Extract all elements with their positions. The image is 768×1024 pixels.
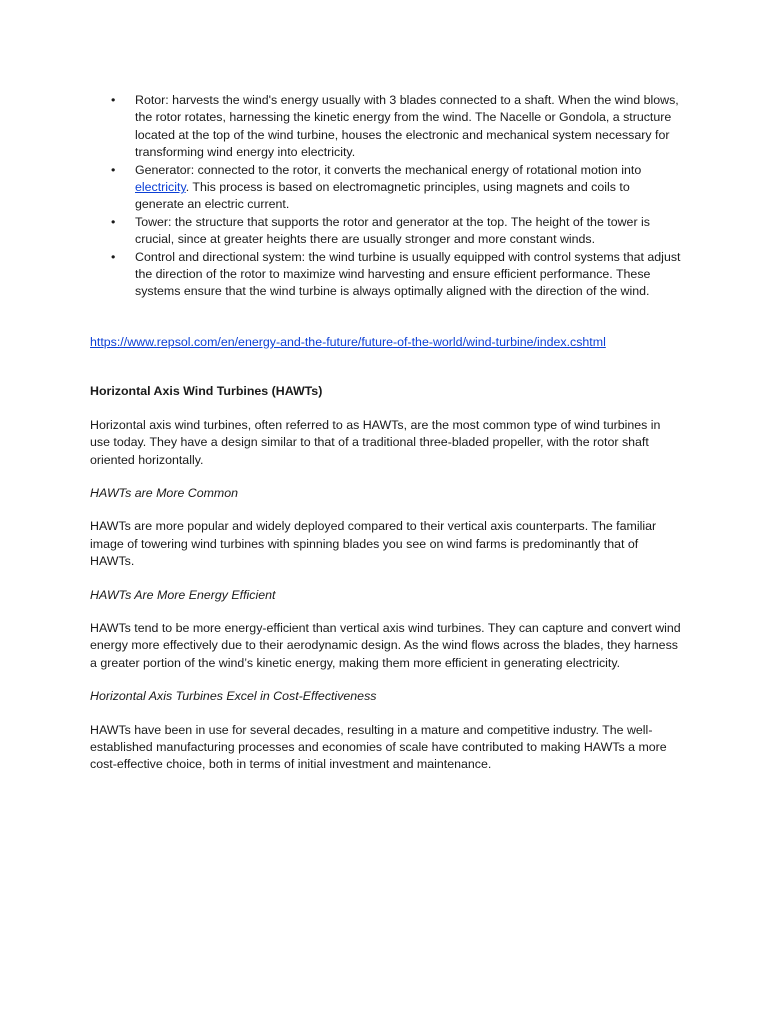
- document-body: [90, 92, 682, 774]
- bullet-icon: •: [111, 93, 116, 107]
- bullet-icon: •: [111, 249, 116, 264]
- section-heading: Horizontal Axis Wind Turbines (HAWTs): [90, 384, 323, 399]
- list-item-text: Control and directional system: the wind turbine is usually equipped with control systems that adjust the direction of the rotor to maximize wind harvesting and ensure efficient performance. These systems ensure that the wind turbine is always optimally aligned with the direction of the wind.: [135, 249, 681, 299]
- subsection-title-cost: Horizontal Axis Turbines Excel in Cost-Effectiveness: [90, 689, 377, 704]
- subsection-body-common: HAWTs are more popular and widely deployed compared to their vertical axis counterparts. The familiar image of towering wind turbines with spinning blades you see on wind farms is predominantly that of HAWTs.: [90, 519, 657, 569]
- electricity-link[interactable]: electricity: [135, 180, 186, 195]
- subsection-body-cost: HAWTs have been in use for several decades, resulting in a mature and competitive industry. The well-established manufacturing processes and economies of scale have contributed to making HAWTs a more cost-effective choice, both in terms of initial investment and maintenance.: [90, 722, 667, 772]
- section-intro: Horizontal axis wind turbines, often referred to as HAWTs, are the most common type of wind turbines in use today. They have a design similar to that of a traditional three-bladed propeller, with the rotor shaft oriented horizontally.: [90, 417, 661, 467]
- component-list: [90, 92, 682, 301]
- subsection-title-common: HAWTs are More Common: [90, 485, 239, 500]
- list-item-control-system: [90, 249, 682, 301]
- source-url-link[interactable]: https://www.repsol.com/en/energy-and-the-future/future-of-the-world/wind-turbine/index.cshtml: [90, 334, 606, 349]
- list-item-text: Tower: the structure that supports the rotor and generator at the top. The height of the tower is crucial, since at greater heights there are usually stronger and more constant winds.: [135, 214, 650, 247]
- list-item-rotor: [90, 92, 682, 162]
- list-item-tower: [90, 214, 682, 249]
- list-item-text-after-link: . This process is based on electromagnetic principles, using magnets and coils to generate an electric current.: [135, 180, 630, 212]
- bullet-icon: •: [111, 162, 116, 177]
- subsection-body-efficient: HAWTs tend to be more energy-efficient than vertical axis wind turbines. They can capture and convert wind energy more effectively due to their aerodynamic design. As the wind flows across the blades, they harness a greater portion of the wind’s kinetic energy, making them more efficient in generating electricity.: [90, 620, 681, 670]
- list-item-text: Rotor: harvests the wind's energy usually with 3 blades connected to a shaft. When the wind blows, the rotor rotates, harnessing the kinetic energy from the wind. The Nacelle or Gondola, a structure located at the top of the wind turbine, houses the electronic and mechanical system necessary for transforming wind energy into electricity.: [135, 93, 679, 160]
- subsection-title-efficient: HAWTs Are More Energy Efficient: [90, 587, 276, 602]
- source-url-paragraph: [90, 334, 682, 351]
- bullet-icon: •: [111, 214, 116, 229]
- list-item-generator: [90, 162, 682, 214]
- list-item-text-before-link: Generator: connected to the rotor, it converts the mechanical energy of rotational motion into: [135, 162, 642, 177]
